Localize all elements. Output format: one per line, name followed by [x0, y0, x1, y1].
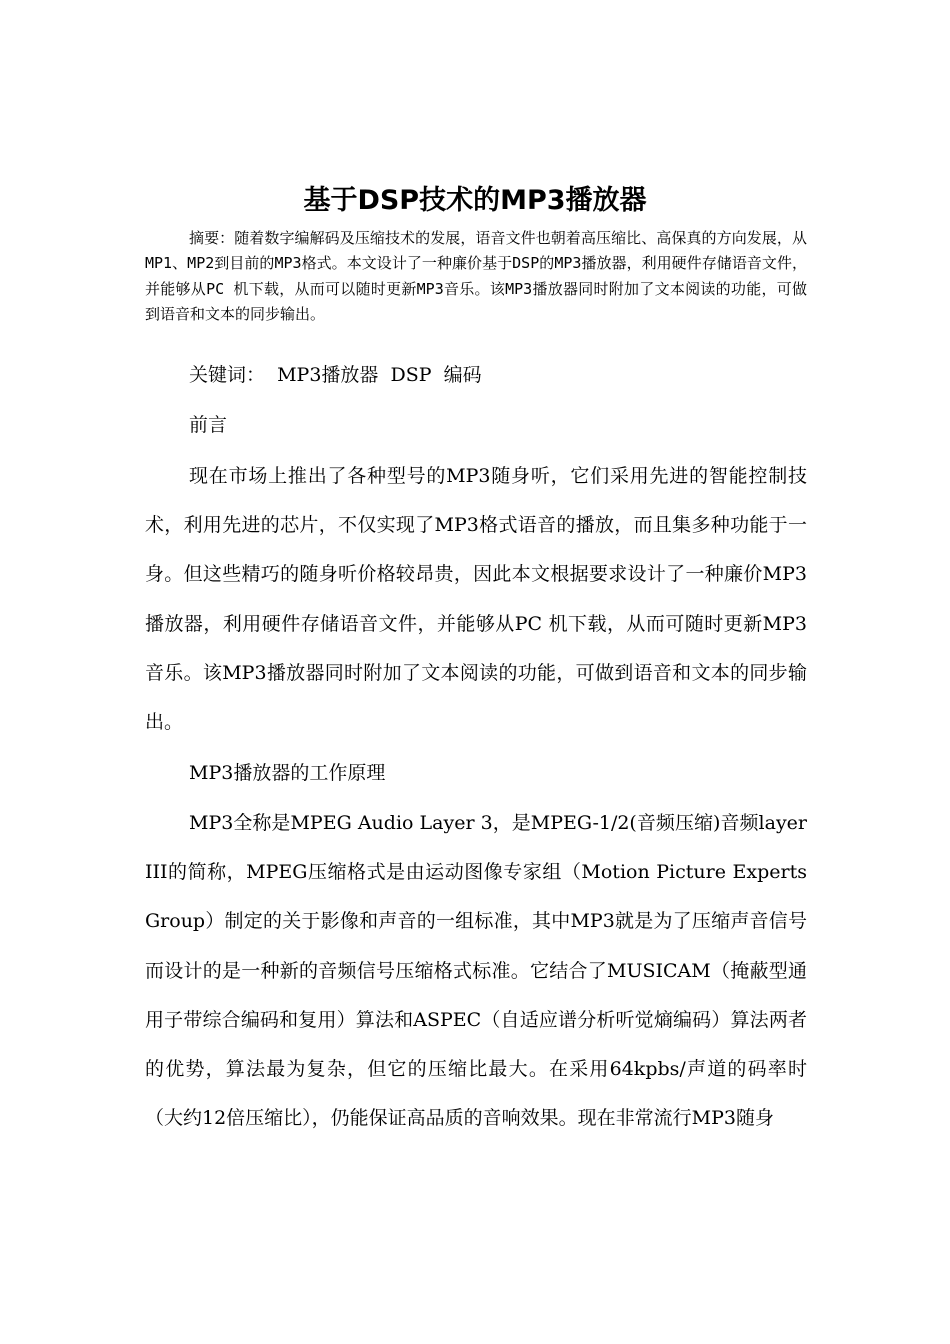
section-heading-principle: MP3播放器的工作原理	[189, 762, 386, 784]
body-paragraph-mp3-definition: MP3全称是MPEG Audio Layer 3，是MPEG-1/2(音频压缩)音频layer III的简称，MPEG压缩格式是由运动图像专家组（Motion Picture Experts Group）制定的关于影像和声音的一组标准，其中MP3就是为了压缩声音信号而设计的是一种新的音频信号压缩格式标准。它结合了MUSICAM（掩蔽型通用子带综合编码和复用）算法和ASPEC（自适应谱分析听觉熵编码）算法两者的优势，算法最为复杂，但它的压缩比最大。在采用64kpbs/声道的码率时（大约12倍压缩比），仍能保证高品质的音响效果。现在非常流行MP3随身	[145, 812, 807, 1130]
document-title: 基于DSP技术的MP3播放器	[303, 185, 647, 216]
section-heading-preface: 前言	[189, 414, 228, 436]
body-paragraph-intro: 现在市场上推出了各种型号的MP3随身听，它们采用先进的智能控制技术，利用先进的芯片，不仅实现了MP3格式语音的播放，而且集多种功能于一身。但这些精巧的随身听价格较昂贵，因此本文根据要求设计了一种廉价MP3播放器，利用硬件存储语音文件，并能够从PC 机下载，从而可随时更新MP3音乐。该MP3播放器同时附加了文本阅读的功能，可做到语音和文本的同步输出。	[145, 465, 807, 734]
abstract-paragraph: 摘要：随着数字编解码及压缩技术的发展，语音文件也朝着高压缩比、高保真的方向发展，从MP1、MP2到目前的MP3格式。本文设计了一种廉价基于DSP的MP3播放器，利用硬件存储语音文件，并能够从PC 机下载，从而可以随时更新MP3音乐。该MP3播放器同时附加了文本阅读的功能，可做到语音和文本的同步输出。	[145, 229, 807, 324]
keywords-line: 关键词： MP3播放器 DSP 编码	[189, 364, 482, 386]
